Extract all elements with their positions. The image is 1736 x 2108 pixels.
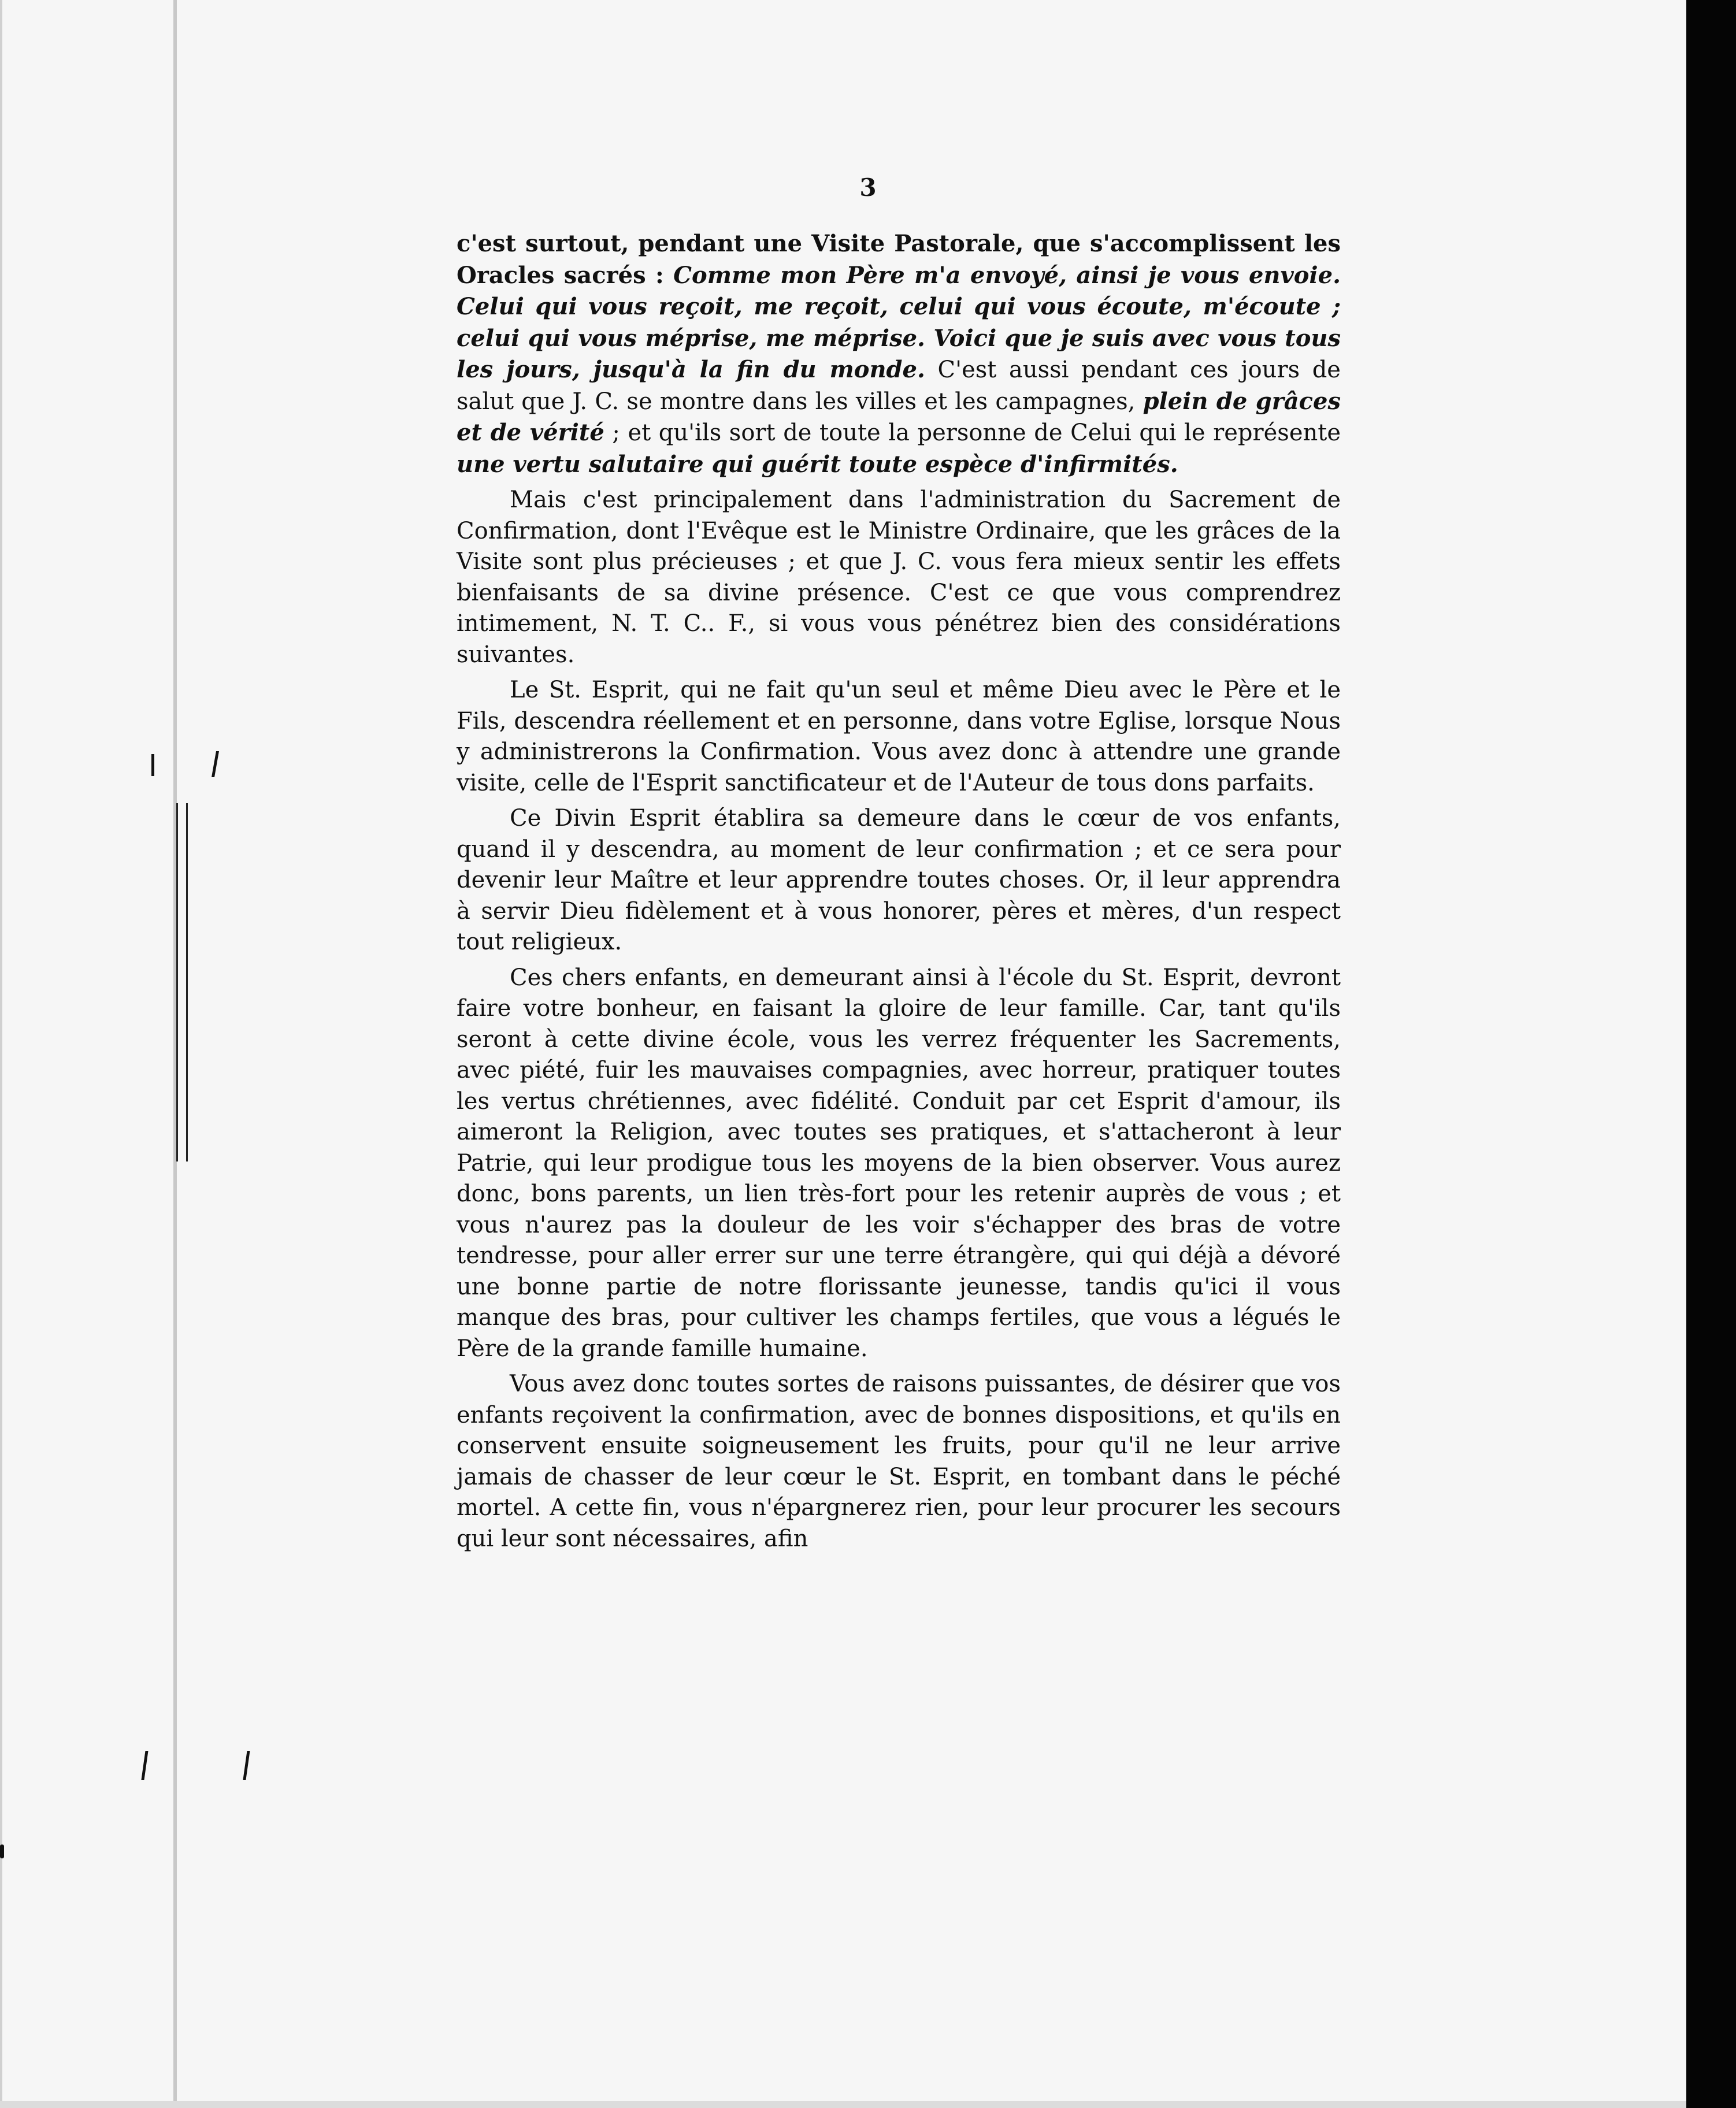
page-number: 3 [859, 173, 877, 202]
scan-right-border [1686, 0, 1736, 2108]
text-run: Ce Divin Esprit établira sa demeure dans le cœur de vos enfants, quand il y descendra, au moment de leur confirmation ; et ce sera pour devenir leur Maître et leur apprendre toutes choses. Or, il leur apprendra à servir Dieu fidèlement et à vous honorer, pères et mères, d'un respect tout religieux. [457, 805, 1341, 955]
text-run: Ces chers enfants, en demeurant ainsi à l'école du St. Esprit, devront faire votre bonheur, en faisant la gloire de leur famille. Car, tant qu'ils seront à cette divine école, vous les verrez fréquenter les Sacrements, avec piété, fuir les mauvaises compagnies, avec horreur, pratiquer toutes les vertus chrétiennes, avec fidélité. Conduit par cet Esprit d'amour, ils aimeront la Religion, avec toutes ses pratiques, et s'attacheront à leur Patrie, qui leur prodigue tous les moyens de la bien observer. Vous aurez donc, bons parents, un lien très-fort pour les retenir auprès de vous ; et vous n'aurez pas la douleur de les voir s'échapper des bras de votre tendresse, pour aller errer sur une terre étrangère, qui qui déjà a dévoré une bonne partie de notre florissante jeunesse, tandis qu'ici il vous manque des bras, pour cultiver les champs fertiles, que vous a légués le Père de la grande famille humaine. [457, 964, 1341, 1362]
page-bottom-edge [0, 2101, 1693, 2108]
text-run: Comme mon Père m'a envoyé, ainsi je vous envoie. Celui qui vous reçoit, me reçoit, celui qui vous écoute, m'écoute ; celui qui vous méprise, me méprise. Voici que je suis avec vous tous les jours, jusqu'à la fin du monde. [457, 261, 1341, 383]
binding-thread [176, 803, 188, 1161]
page-left-edge [0, 0, 2, 2108]
paragraph [457, 963, 1341, 1365]
text-run: Mais c'est principalement dans l'administration du Sacrement de Confirmation, dont l'Evêque est le Ministre Ordinaire, que les grâces de la Visite sont plus précieuses ; et que J. C. vous fera mieux sentir les effets bienfaisants de sa divine présence. C'est ce que vous comprendrez intimement, N. T. C.. F., si vous vous pénétrez bien des considérations suivantes. [457, 487, 1341, 668]
text-run: C'est aussi pendant ces jours de salut que J. C. se montre dans les villes et les campagnes, [457, 357, 1341, 415]
paragraph [457, 485, 1341, 670]
paragraph [457, 675, 1341, 799]
body-text [457, 228, 1341, 1559]
text-run: plein de grâces et de vérité [457, 387, 1341, 446]
text-run: c'est surtout, pendant une Visite Pastorale, que s'accomplissent les Oracles sacrés : [457, 230, 1341, 289]
text-run: une vertu salutaire qui guérit toute espèce d'infirmités. [457, 450, 1178, 478]
text-run: ; et qu'ils sort de toute la personne de Celui qui le représente [604, 420, 1341, 446]
text-run: Vous avez donc toutes sortes de raisons puissantes, de désirer que vos enfants reçoivent la confirmation, avec de bonnes dispositions, et qu'ils en conservent ensuite soigneusement les fruits, pour qu'il ne leur arrive jamais de chasser de leur cœur le St. Esprit, en tombant dans le péché mortel. A cette fin, vous n'épargnerez rien, pour leur procurer les secours qui leur sont nécessaires, afin [457, 1371, 1341, 1552]
binding-mark [151, 754, 154, 776]
paragraph [457, 228, 1341, 480]
binding-mark [0, 1844, 4, 1858]
paragraph [457, 803, 1341, 958]
text-run: Le St. Esprit, qui ne fait qu'un seul et même Dieu avec le Père et le Fils, descendra réellement et en personne, dans votre Eglise, lorsque Nous y administrerons la Confirmation. Vous avez donc à attendre une grande visite, celle de l'Esprit sanctificateur et de l'Auteur de tous dons parfaits. [457, 677, 1341, 796]
paragraph [457, 1369, 1341, 1554]
